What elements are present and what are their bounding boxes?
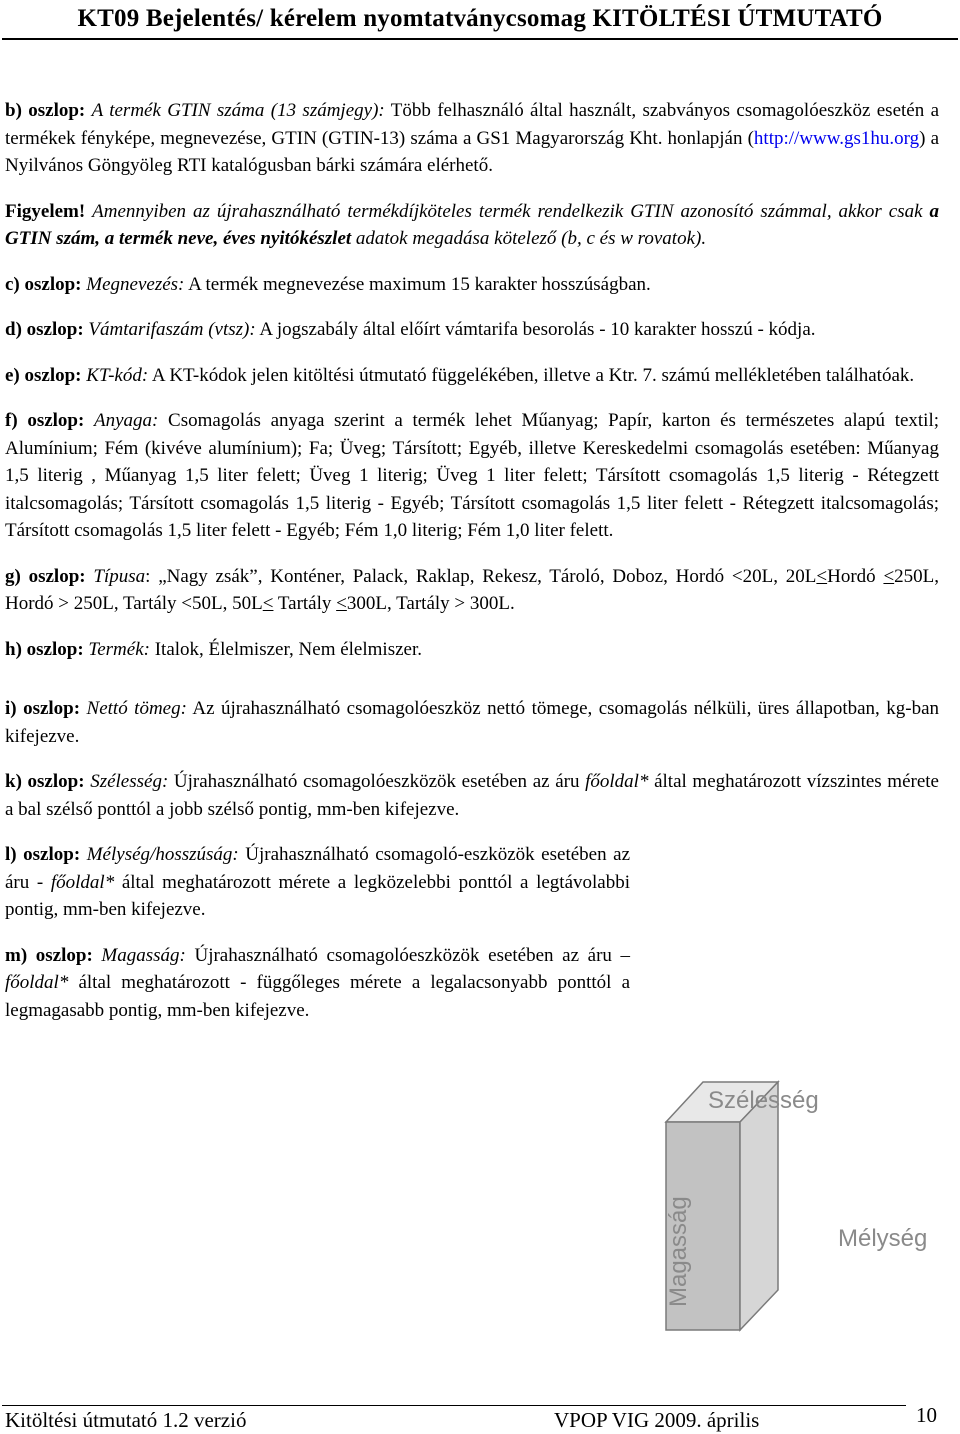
height-label: Magasság — [665, 1196, 692, 1307]
depth-label: Mélység — [838, 1225, 928, 1252]
lte-symbol: < — [883, 565, 895, 587]
column-term: Szélesség: — [90, 771, 169, 792]
paragraph-k — [5, 768, 939, 823]
page-number: 10 — [916, 1403, 937, 1427]
paragraph-l — [5, 841, 630, 924]
document-body — [5, 97, 939, 1024]
paragraph-i — [5, 695, 939, 750]
column-label: d) oszlop: — [5, 319, 84, 340]
paragraph-text: által meghatározott - függőleges mérete a legalacsonyabb ponttól a legmagasabb pontig, mm-ben kifejezve. — [5, 972, 631, 1021]
column-label: k) oszlop: — [5, 771, 85, 792]
column-label: c) oszlop: — [5, 273, 82, 295]
column-term: KT-kód: — [86, 364, 149, 386]
column-term: Megnevezés: — [86, 273, 185, 295]
paragraph-text: Italok, Élelmiszer, Nem élelmiszer. — [154, 638, 422, 660]
column-label: i) oszlop: — [5, 698, 81, 719]
gs1-link[interactable]: http://www.gs1hu.org — [753, 127, 920, 149]
paragraph-e — [5, 362, 939, 390]
footer-date: VPOP VIG 2009. április — [554, 1408, 760, 1432]
lte-symbol: < — [262, 593, 274, 614]
box-dimension-figure — [648, 1062, 948, 1352]
paragraph-b — [5, 97, 939, 180]
column-term: Típusa — [93, 565, 146, 587]
paragraph-text: Az újrahasználható csomagolóeszköz nettó tömege, csomagolás nélküli, üres állapotban, kg-ban kifejezve. — [5, 698, 940, 747]
page-header: KT09 Bejelentés/ kérelem nyomtatványcsomag KITÖLTÉSI ÚTMUTATÓ — [77, 5, 883, 32]
paragraph-warning — [5, 198, 939, 253]
header-rule — [2, 38, 958, 40]
paragraph-text: A termék megnevezése maximum 15 karakter hosszúságban. — [188, 273, 651, 295]
column-term: Anyaga: — [94, 410, 159, 431]
column-term: Nettó tömeg: — [86, 698, 187, 719]
paragraph-text: A KT-kódok jelen kitöltési útmutató függelékében, illetve a Ktr. 7. számú mellékletében találhatóak. — [151, 364, 915, 386]
column-label: f) oszlop: — [5, 410, 85, 431]
column-term: Mélység/hosszúság: — [86, 844, 239, 865]
box-side-face — [740, 1082, 778, 1330]
paragraph-text: 250L, Hordó > 250L, Tartály <50L, 50L — [5, 565, 940, 614]
paragraph-text: Csomagolás anyaga szerint a termék lehet Műanyag; Papír, karton és természetes alapú textil; Alumínium; Fém (kivéve alumínium); Fa; Üveg; Társított; Egyéb, illetve Kereskedelmi csomagolás esetében: Műanyag 1,5 literig , Műanyag 1,5 liter felett; Üveg 1 literig; Üveg 1 liter felett; Társított csomagolás 1,5 literig - Rétegzett italcsomagolás; Társított csomagolás 1,5 literig - Egyéb; Társított csomagolás 1,5 liter felett - Rétegzett italcsomagolás; Társított csomagolás 1,5 liter felett - Egyéb; Fém 1,0 literig; Fém 1,0 liter felett. — [5, 410, 940, 541]
column-term: Magasság: — [101, 944, 186, 966]
paragraph-text: Hordó — [827, 565, 884, 587]
column-term: Termék: — [88, 638, 150, 660]
paragraph-h — [5, 636, 939, 664]
footer-version: Kitöltési útmutató 1.2 verzió — [5, 1408, 247, 1432]
lte-symbol: < — [816, 565, 828, 587]
column-term: főoldal* — [5, 972, 69, 993]
paragraph-text: ) a Nyilvános Göngyöleg RTI katalógusban bárki számára elérhető. — [5, 127, 939, 176]
paragraph-text: által meghatározott vízszintes mérete a bal szélső ponttól a jobb szélső pontig, mm-ben kifejezve. — [5, 771, 939, 820]
column-term: főoldal* — [585, 771, 649, 792]
column-label: b) oszlop: — [5, 100, 86, 121]
column-term: főoldal* — [50, 871, 115, 893]
paragraph-g — [5, 563, 939, 618]
column-label: l) oszlop: — [5, 844, 81, 865]
column-term: A termék GTIN száma (13 számjegy): — [91, 100, 385, 121]
paragraph-text: 300L, Tartály > 300L. — [346, 593, 515, 614]
paragraph-text: Több felhasználó által használt, szabványos csomagolóeszköz esetén a termékek fényképe, megnevezése, GTIN (GTIN-13) száma a GS1 Magyarország Kht. honlapján ( — [5, 100, 940, 149]
paragraph-f — [5, 407, 939, 545]
paragraph-m — [5, 942, 630, 1025]
column-label: h) oszlop: — [5, 638, 84, 660]
column-label: g) oszlop: — [5, 565, 86, 587]
paragraph-text: Újrahasználható csomagoló-eszközök esetében az áru - — [5, 844, 631, 893]
column-term: Vámtarifaszám (vtsz): — [88, 319, 256, 340]
width-label: Szélesség — [708, 1087, 819, 1114]
left-column — [5, 841, 630, 1024]
warning-label: Figyelem! — [5, 200, 86, 222]
paragraph-text: Újrahasználható csomagolóeszközök esetében az áru — [173, 771, 580, 792]
paragraph-d — [5, 316, 939, 344]
paragraph-text: adatok megadása kötelező (b, c és w rovatok). — [355, 228, 707, 249]
paragraph-text: : „Nagy zsák”, Konténer, Palack, Raklap, Rekesz, Tároló, Doboz, Hordó <20L, 20L — [145, 565, 817, 587]
paragraph-emphasis: a GTIN szám, a termék neve, éves nyitókészlet — [5, 200, 940, 249]
lte-symbol: < — [336, 593, 347, 614]
paragraph-text: Amennyiben az újrahasználható termékdíjköteles termék rendelkezik GTIN azonosító számmal, akkor csak — [92, 200, 923, 222]
paragraph-text: által meghatározott mérete a legközelebbi ponttól a legtávolabbi pontig, mm-ben kifejezve. — [5, 871, 631, 920]
column-label: m) oszlop: — [5, 944, 93, 966]
paragraph-c — [5, 271, 939, 299]
column-label: e) oszlop: — [5, 364, 82, 386]
paragraph-text: Tartály — [273, 593, 337, 614]
paragraph-text: Újrahasználható csomagolóeszközök esetében az áru – — [194, 944, 631, 966]
paragraph-text: A jogszabály által előírt vámtarifa besorolás - 10 karakter hosszú - kódja. — [259, 319, 816, 340]
